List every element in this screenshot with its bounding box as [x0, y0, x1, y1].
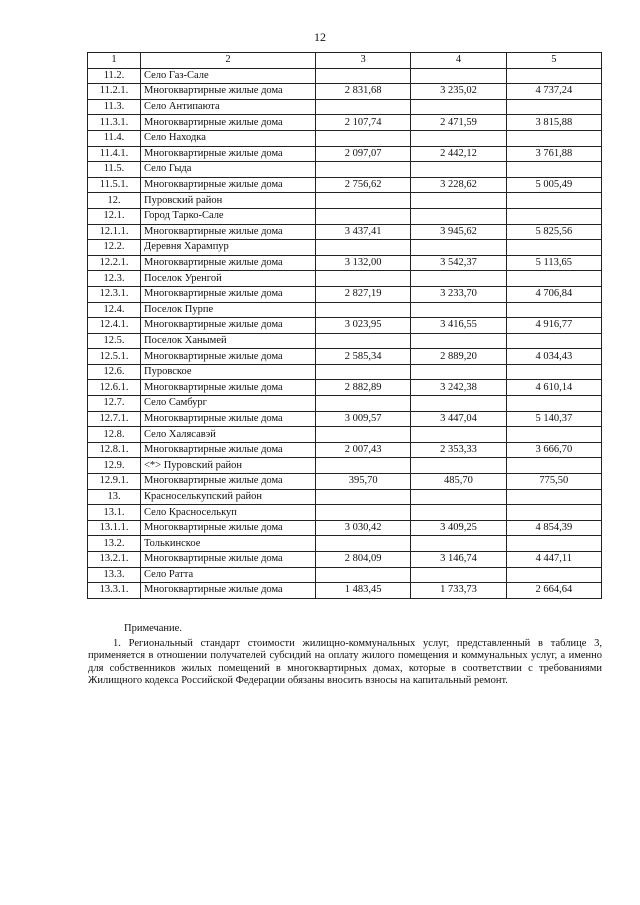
row-code-cell: 12.8.: [88, 427, 141, 443]
row-value-cell: 5 140,37: [506, 411, 601, 427]
page-number: 12: [314, 30, 326, 44]
row-name-cell: Многоквартирные жилые дома: [141, 318, 316, 334]
row-value-cell: [316, 505, 411, 521]
row-value-cell: [411, 302, 506, 318]
row-code-cell: 12.5.: [88, 333, 141, 349]
row-value-cell: [411, 364, 506, 380]
row-name-cell: Деревня Харампур: [141, 240, 316, 256]
row-value-cell: [506, 364, 601, 380]
row-code-cell: 12.7.: [88, 396, 141, 412]
row-name-cell: Многоквартирные жилые дома: [141, 84, 316, 100]
row-value-cell: [316, 396, 411, 412]
table-body: [88, 53, 602, 599]
row-value-cell: 3 235,02: [411, 84, 506, 100]
row-code-cell: 11.3.: [88, 99, 141, 115]
row-value-cell: 2 804,09: [316, 552, 411, 568]
row-value-cell: [506, 427, 601, 443]
row-name-cell: Город Тарко-Сале: [141, 208, 316, 224]
row-value-cell: [506, 130, 601, 146]
row-value-cell: 3 146,74: [411, 552, 506, 568]
note-section: [88, 623, 602, 688]
row-name-cell: Многоквартирные жилые дома: [141, 442, 316, 458]
row-value-cell: [506, 240, 601, 256]
row-value-cell: [506, 567, 601, 583]
row-name-cell: Село Газ-Сале: [141, 68, 316, 84]
header-cell: 3: [316, 53, 411, 69]
row-value-cell: 5 825,56: [506, 224, 601, 240]
row-code-cell: 12.7.1.: [88, 411, 141, 427]
table-row: [88, 427, 602, 443]
row-code-cell: 12.8.1.: [88, 442, 141, 458]
row-value-cell: [316, 162, 411, 178]
row-value-cell: 1 733,73: [411, 583, 506, 599]
row-value-cell: 3 542,37: [411, 255, 506, 271]
row-code-cell: 12.1.: [88, 208, 141, 224]
row-value-cell: [411, 208, 506, 224]
row-name-cell: Многоквартирные жилые дома: [141, 520, 316, 536]
row-name-cell: Село Халясавэй: [141, 427, 316, 443]
row-value-cell: 5 113,65: [506, 255, 601, 271]
row-name-cell: Многоквартирные жилые дома: [141, 255, 316, 271]
row-value-cell: [316, 567, 411, 583]
table-row: [88, 396, 602, 412]
row-value-cell: [316, 130, 411, 146]
row-value-cell: 2 882,89: [316, 380, 411, 396]
table-row: [88, 115, 602, 131]
row-code-cell: 12.3.1.: [88, 286, 141, 302]
row-value-cell: 4 610,14: [506, 380, 601, 396]
table-row: [88, 411, 602, 427]
table-row: [88, 208, 602, 224]
row-name-cell: Многоквартирные жилые дома: [141, 224, 316, 240]
table-header-row: [88, 53, 602, 69]
row-code-cell: 12.3.: [88, 271, 141, 287]
table-row: [88, 302, 602, 318]
row-code-cell: 13.3.1.: [88, 583, 141, 599]
table-row: [88, 520, 602, 536]
row-value-cell: [506, 302, 601, 318]
row-name-cell: Село Ратта: [141, 567, 316, 583]
row-name-cell: Многоквартирные жилые дома: [141, 583, 316, 599]
tariff-table: [87, 52, 602, 599]
row-code-cell: 12.4.1.: [88, 318, 141, 334]
table-row: [88, 162, 602, 178]
row-value-cell: [316, 458, 411, 474]
row-value-cell: [411, 271, 506, 287]
row-value-cell: 4 034,43: [506, 349, 601, 365]
row-value-cell: [411, 333, 506, 349]
row-name-cell: Многоквартирные жилые дома: [141, 411, 316, 427]
row-value-cell: 2 827,19: [316, 286, 411, 302]
row-name-cell: Многоквартирные жилые дома: [141, 380, 316, 396]
row-code-cell: 12.5.1.: [88, 349, 141, 365]
row-code-cell: 13.2.: [88, 536, 141, 552]
row-name-cell: Многоквартирные жилые дома: [141, 552, 316, 568]
row-code-cell: 11.4.: [88, 130, 141, 146]
row-value-cell: [411, 68, 506, 84]
row-code-cell: 11.5.1.: [88, 177, 141, 193]
row-code-cell: 12.: [88, 193, 141, 209]
row-name-cell: Село Красноселькуп: [141, 505, 316, 521]
row-name-cell: Многоквартирные жилые дома: [141, 286, 316, 302]
note-title: Примечание.: [124, 623, 182, 634]
row-value-cell: 3 233,70: [411, 286, 506, 302]
table-row: [88, 130, 602, 146]
row-value-cell: 5 005,49: [506, 177, 601, 193]
row-code-cell: 12.9.1.: [88, 474, 141, 490]
row-code-cell: 11.5.: [88, 162, 141, 178]
row-value-cell: [316, 364, 411, 380]
row-name-cell: Многоквартирные жилые дома: [141, 115, 316, 131]
row-code-cell: 12.2.1.: [88, 255, 141, 271]
row-value-cell: 2 107,74: [316, 115, 411, 131]
row-name-cell: Многоквартирные жилые дома: [141, 474, 316, 490]
row-value-cell: [411, 193, 506, 209]
row-value-cell: [411, 240, 506, 256]
row-value-cell: 3 228,62: [411, 177, 506, 193]
row-value-cell: [316, 99, 411, 115]
row-value-cell: [411, 396, 506, 412]
row-name-cell: Село Самбург: [141, 396, 316, 412]
table-row: [88, 583, 602, 599]
row-code-cell: 12.2.: [88, 240, 141, 256]
row-value-cell: 2 353,33: [411, 442, 506, 458]
row-value-cell: [506, 271, 601, 287]
row-value-cell: [316, 271, 411, 287]
table-row: [88, 474, 602, 490]
table-row: [88, 255, 602, 271]
row-name-cell: Толькинское: [141, 536, 316, 552]
row-value-cell: 3 409,25: [411, 520, 506, 536]
row-value-cell: 2 831,68: [316, 84, 411, 100]
row-name-cell: <*> Пуровский район: [141, 458, 316, 474]
row-code-cell: 13.3.: [88, 567, 141, 583]
table-row: [88, 442, 602, 458]
row-name-cell: Поселок Уренгой: [141, 271, 316, 287]
row-value-cell: 3 242,38: [411, 380, 506, 396]
row-value-cell: 3 666,70: [506, 442, 601, 458]
row-value-cell: 2 097,07: [316, 146, 411, 162]
row-code-cell: 11.3.1.: [88, 115, 141, 131]
row-value-cell: [411, 567, 506, 583]
row-name-cell: Поселок Ханымей: [141, 333, 316, 349]
table-row: [88, 567, 602, 583]
row-value-cell: [506, 99, 601, 115]
row-value-cell: 3 023,95: [316, 318, 411, 334]
table-row: [88, 99, 602, 115]
table-row: [88, 146, 602, 162]
row-value-cell: 4 447,11: [506, 552, 601, 568]
row-name-cell: Пуровское: [141, 364, 316, 380]
row-name-cell: Красноселькупский район: [141, 489, 316, 505]
header-cell: 2: [141, 53, 316, 69]
row-value-cell: 3 945,62: [411, 224, 506, 240]
row-value-cell: 3 815,88: [506, 115, 601, 131]
row-value-cell: 3 437,41: [316, 224, 411, 240]
row-value-cell: [411, 458, 506, 474]
table-row: [88, 193, 602, 209]
row-value-cell: [506, 536, 601, 552]
table-row: [88, 68, 602, 84]
row-value-cell: [411, 162, 506, 178]
table-row: [88, 364, 602, 380]
row-name-cell: Пуровский район: [141, 193, 316, 209]
row-code-cell: 11.2.1.: [88, 84, 141, 100]
row-value-cell: 2 664,64: [506, 583, 601, 599]
row-value-cell: [411, 427, 506, 443]
table-row: [88, 240, 602, 256]
header-cell: 4: [411, 53, 506, 69]
row-code-cell: 13.: [88, 489, 141, 505]
row-value-cell: 2 889,20: [411, 349, 506, 365]
table-row: [88, 505, 602, 521]
row-value-cell: [411, 536, 506, 552]
row-value-cell: 4 916,77: [506, 318, 601, 334]
table-row: [88, 271, 602, 287]
row-value-cell: [316, 240, 411, 256]
row-code-cell: 13.1.: [88, 505, 141, 521]
row-value-cell: [316, 427, 411, 443]
row-value-cell: [506, 162, 601, 178]
row-value-cell: [316, 68, 411, 84]
row-value-cell: [506, 396, 601, 412]
row-code-cell: 12.6.: [88, 364, 141, 380]
note-text: 1. Региональный стандарт стоимости жилищно-коммунальных услуг, представленный в таблице 3, применяется в отношении получателей субсидий на оплату жилого помещения и коммунальных услуг, а именно для собственников жилых помещений в многоквартирных домах, которые в соответствии с требованиями Жилищного кодекса Российской Федерации обязаны вносить взносы на капитальный ремонт.: [88, 637, 602, 687]
row-name-cell: Многоквартирные жилые дома: [141, 146, 316, 162]
row-value-cell: [316, 302, 411, 318]
row-value-cell: 1 483,45: [316, 583, 411, 599]
table-row: [88, 349, 602, 365]
row-value-cell: 2 471,59: [411, 115, 506, 131]
row-value-cell: [316, 536, 411, 552]
row-code-cell: 11.4.1.: [88, 146, 141, 162]
table-row: [88, 489, 602, 505]
row-code-cell: 13.2.1.: [88, 552, 141, 568]
row-value-cell: 3 132,00: [316, 255, 411, 271]
row-code-cell: 12.1.1.: [88, 224, 141, 240]
row-name-cell: Многоквартирные жилые дома: [141, 349, 316, 365]
row-value-cell: [411, 505, 506, 521]
row-name-cell: Село Гыда: [141, 162, 316, 178]
table-row: [88, 286, 602, 302]
table-row: [88, 224, 602, 240]
row-value-cell: [506, 489, 601, 505]
row-value-cell: [506, 68, 601, 84]
header-cell: 1: [88, 53, 141, 69]
row-code-cell: 12.9.: [88, 458, 141, 474]
row-code-cell: 13.1.1.: [88, 520, 141, 536]
row-value-cell: 3 447,04: [411, 411, 506, 427]
table-row: [88, 380, 602, 396]
row-value-cell: 2 442,12: [411, 146, 506, 162]
row-value-cell: [316, 489, 411, 505]
row-value-cell: [316, 333, 411, 349]
row-code-cell: 12.6.1.: [88, 380, 141, 396]
row-value-cell: [411, 99, 506, 115]
row-value-cell: 3 761,88: [506, 146, 601, 162]
row-value-cell: [411, 130, 506, 146]
row-value-cell: 485,70: [411, 474, 506, 490]
row-value-cell: 2 756,62: [316, 177, 411, 193]
row-code-cell: 11.2.: [88, 68, 141, 84]
row-value-cell: 4 854,39: [506, 520, 601, 536]
table-row: [88, 552, 602, 568]
row-value-cell: 4 737,24: [506, 84, 601, 100]
row-name-cell: Село Антипаюта: [141, 99, 316, 115]
row-value-cell: [506, 193, 601, 209]
row-value-cell: [411, 489, 506, 505]
row-value-cell: 775,50: [506, 474, 601, 490]
row-name-cell: Многоквартирные жилые дома: [141, 177, 316, 193]
table-row: [88, 458, 602, 474]
table-row: [88, 177, 602, 193]
row-value-cell: [506, 458, 601, 474]
table-row: [88, 318, 602, 334]
table-row: [88, 84, 602, 100]
row-value-cell: [316, 208, 411, 224]
row-value-cell: [506, 505, 601, 521]
row-value-cell: 2 007,43: [316, 442, 411, 458]
row-value-cell: [506, 333, 601, 349]
row-value-cell: 3 416,55: [411, 318, 506, 334]
row-code-cell: 12.4.: [88, 302, 141, 318]
row-name-cell: Село Находка: [141, 130, 316, 146]
row-value-cell: 2 585,34: [316, 349, 411, 365]
table-row: [88, 536, 602, 552]
row-value-cell: [316, 193, 411, 209]
header-cell: 5: [506, 53, 601, 69]
row-value-cell: 4 706,84: [506, 286, 601, 302]
table-row: [88, 333, 602, 349]
row-value-cell: 3 030,42: [316, 520, 411, 536]
row-value-cell: [506, 208, 601, 224]
row-value-cell: 3 009,57: [316, 411, 411, 427]
row-value-cell: 395,70: [316, 474, 411, 490]
row-name-cell: Поселок Пурпе: [141, 302, 316, 318]
